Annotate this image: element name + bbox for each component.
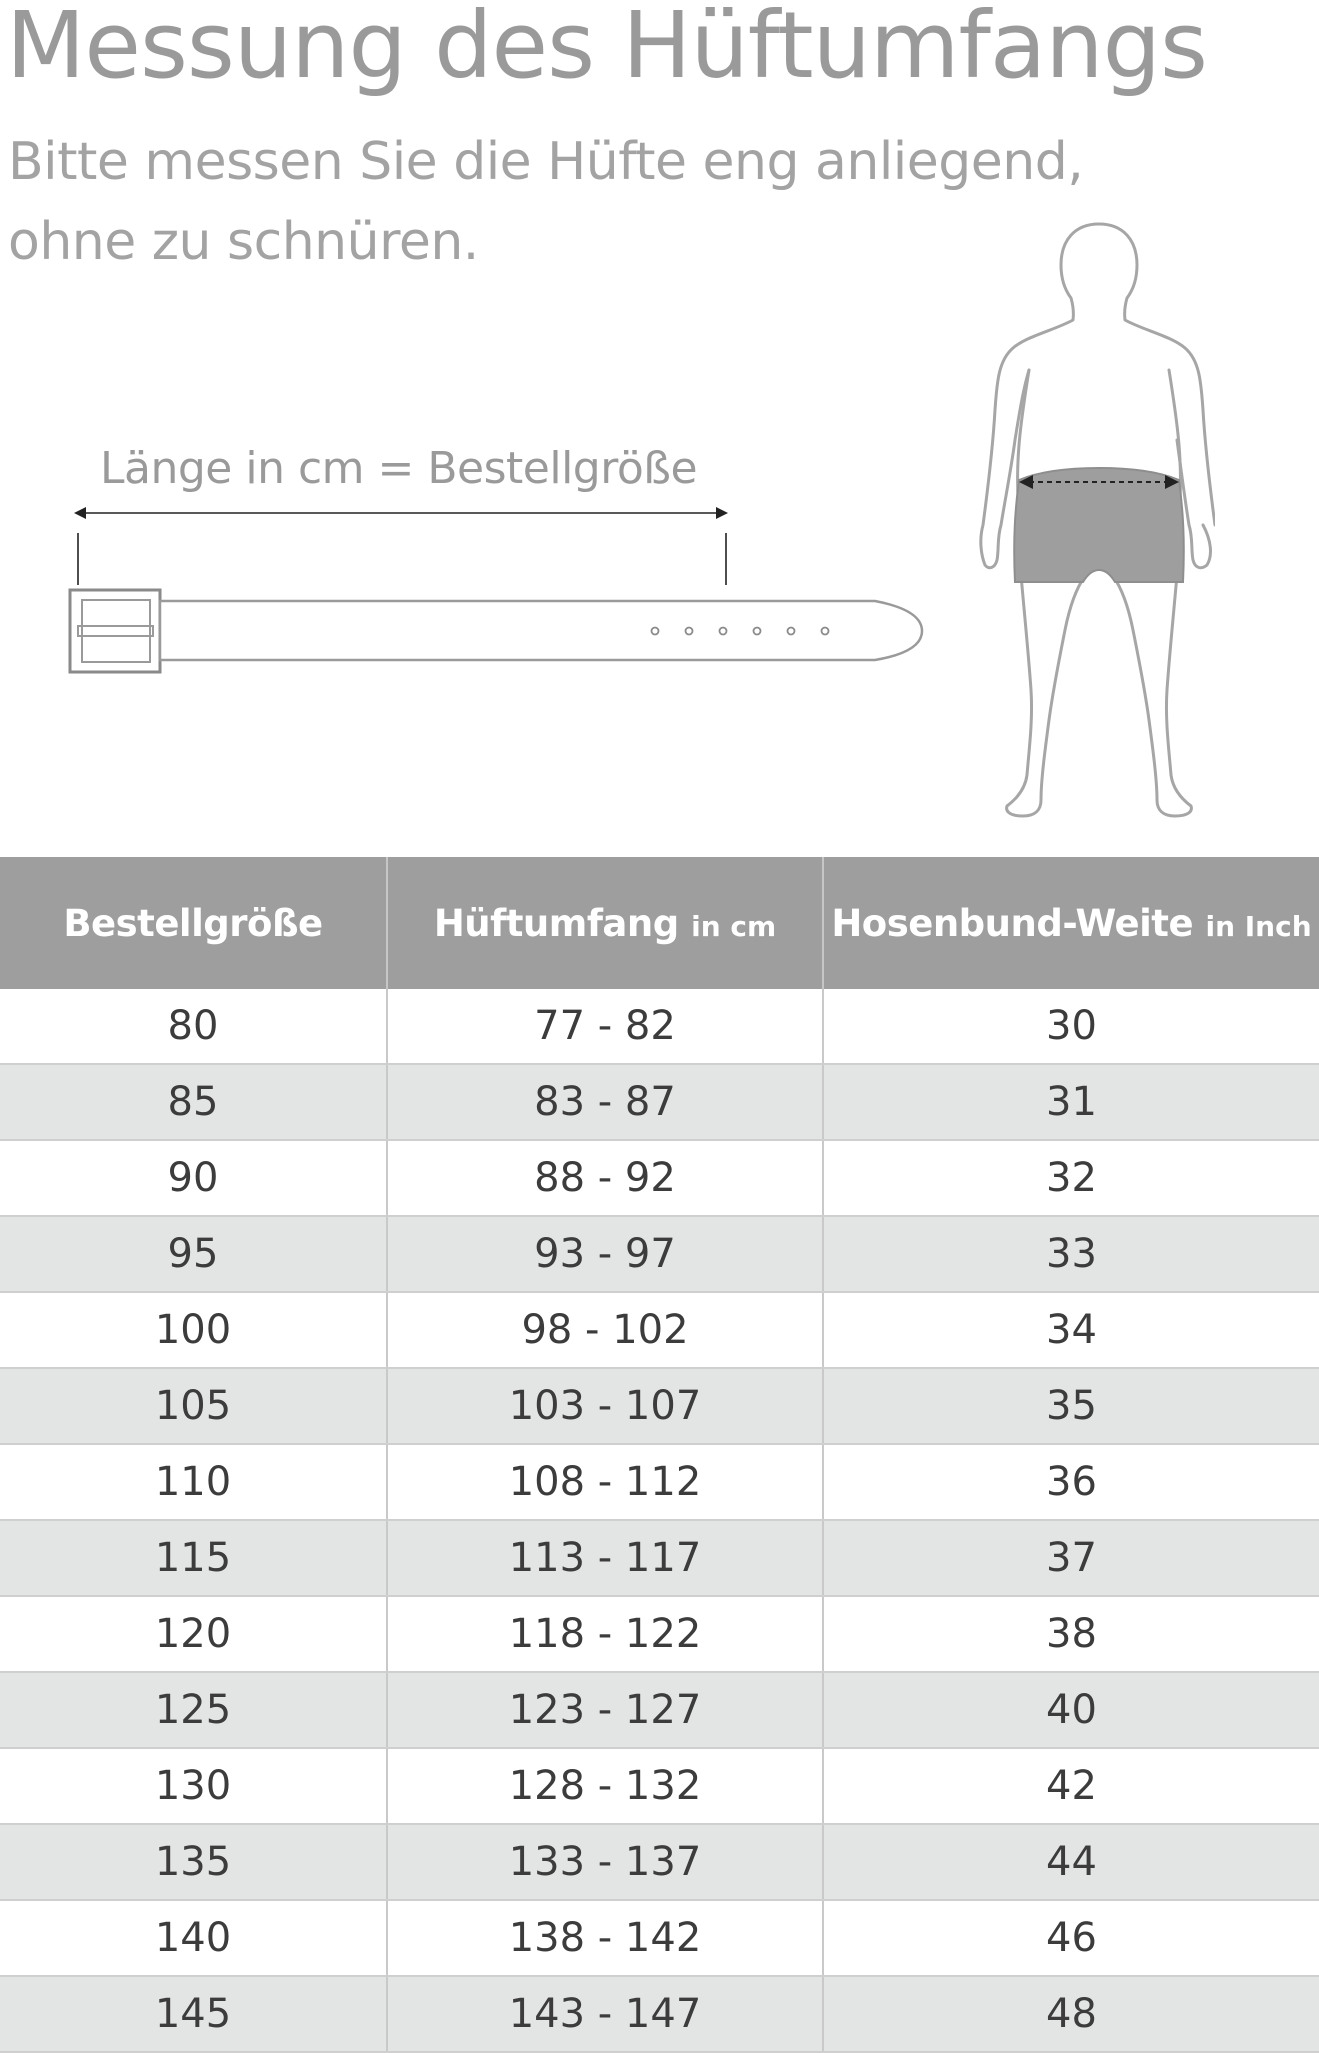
cell-hip-range: 128 - 132 (387, 1748, 823, 1824)
table-row (0, 1140, 1319, 1216)
cell-waist-inch: 38 (823, 1596, 1319, 1672)
cell-waist-inch: 33 (823, 1216, 1319, 1292)
table-row (0, 1900, 1319, 1976)
cell-hip-range: 108 - 112 (387, 1444, 823, 1520)
cell-waist-inch: 34 (823, 1292, 1319, 1368)
table-header-row (0, 857, 1319, 989)
table-row (0, 1064, 1319, 1140)
cell-hip-range: 133 - 137 (387, 1824, 823, 1900)
cell-order-size: 90 (0, 1140, 387, 1216)
cell-hip-range: 83 - 87 (387, 1064, 823, 1140)
table-row (0, 1748, 1319, 1824)
page-subtitle: Bitte messen Sie die Hüfte eng anliegend, ohne zu schnüren. (8, 132, 1084, 272)
cell-hip-range: 98 - 102 (387, 1292, 823, 1368)
belt-icon (0, 495, 940, 685)
figure-shorts (1014, 468, 1184, 582)
cell-order-size: 115 (0, 1520, 387, 1596)
cell-waist-inch: 44 (823, 1824, 1319, 1900)
cell-order-size: 95 (0, 1216, 387, 1292)
cell-order-size: 125 (0, 1672, 387, 1748)
header-hip-label: Hüftumfang (433, 901, 679, 945)
cell-order-size: 80 (0, 989, 387, 1064)
cell-order-size: 135 (0, 1824, 387, 1900)
cell-order-size: 100 (0, 1292, 387, 1368)
cell-hip-range: 138 - 142 (387, 1900, 823, 1976)
cell-order-size: 85 (0, 1064, 387, 1140)
header-waist-label: Hosenbund-Weite (831, 901, 1194, 945)
table-row (0, 1368, 1319, 1444)
header-waist-unit: in Inch (1205, 909, 1312, 943)
cell-order-size: 105 (0, 1368, 387, 1444)
figure-leg-left (1007, 575, 1085, 816)
buckle-frame (70, 590, 160, 672)
cell-waist-inch: 31 (823, 1064, 1319, 1140)
header-hip-circumference (387, 857, 823, 989)
header-hip-unit: in cm (691, 909, 777, 943)
table-row (0, 989, 1319, 1064)
cell-waist-inch: 48 (823, 1976, 1319, 2052)
table-row (0, 1596, 1319, 1672)
cell-order-size: 110 (0, 1444, 387, 1520)
cell-hip-range: 103 - 107 (387, 1368, 823, 1444)
table-row (0, 1292, 1319, 1368)
cell-waist-inch: 32 (823, 1140, 1319, 1216)
figure-leg-right (1113, 575, 1191, 816)
belt-length-label: Länge in cm = Bestellgröße (100, 443, 698, 494)
cell-order-size: 120 (0, 1596, 387, 1672)
header-waist-width (823, 857, 1319, 989)
belt-strap (160, 601, 922, 660)
body-outline-icon (975, 220, 1215, 825)
cell-hip-range: 123 - 127 (387, 1672, 823, 1748)
cell-waist-inch: 46 (823, 1900, 1319, 1976)
table-row (0, 1444, 1319, 1520)
cell-waist-inch: 42 (823, 1748, 1319, 1824)
table-row (0, 1216, 1319, 1292)
length-arrow-left-head (74, 507, 86, 519)
table-row (0, 1824, 1319, 1900)
page-title: Messung des Hüftumfangs (6, 0, 1207, 99)
cell-waist-inch: 36 (823, 1444, 1319, 1520)
cell-order-size: 130 (0, 1748, 387, 1824)
cell-hip-range: 113 - 117 (387, 1520, 823, 1596)
cell-hip-range: 77 - 82 (387, 989, 823, 1064)
cell-order-size: 140 (0, 1900, 387, 1976)
table-row (0, 1520, 1319, 1596)
cell-waist-inch: 30 (823, 989, 1319, 1064)
cell-hip-range: 143 - 147 (387, 1976, 823, 2052)
cell-hip-range: 118 - 122 (387, 1596, 823, 1672)
buckle-inner (82, 600, 150, 662)
cell-waist-inch: 35 (823, 1368, 1319, 1444)
cell-hip-range: 88 - 92 (387, 1140, 823, 1216)
cell-order-size: 145 (0, 1976, 387, 2052)
table-row (0, 1976, 1319, 2052)
cell-waist-inch: 40 (823, 1672, 1319, 1748)
buckle-prong (78, 626, 153, 636)
cell-waist-inch: 37 (823, 1520, 1319, 1596)
size-table (0, 857, 1319, 2053)
header-order-size-label: Bestellgröße (63, 901, 323, 945)
table-row (0, 1672, 1319, 1748)
cell-hip-range: 93 - 97 (387, 1216, 823, 1292)
header-order-size (0, 857, 387, 989)
length-arrow-right-head (716, 507, 728, 519)
